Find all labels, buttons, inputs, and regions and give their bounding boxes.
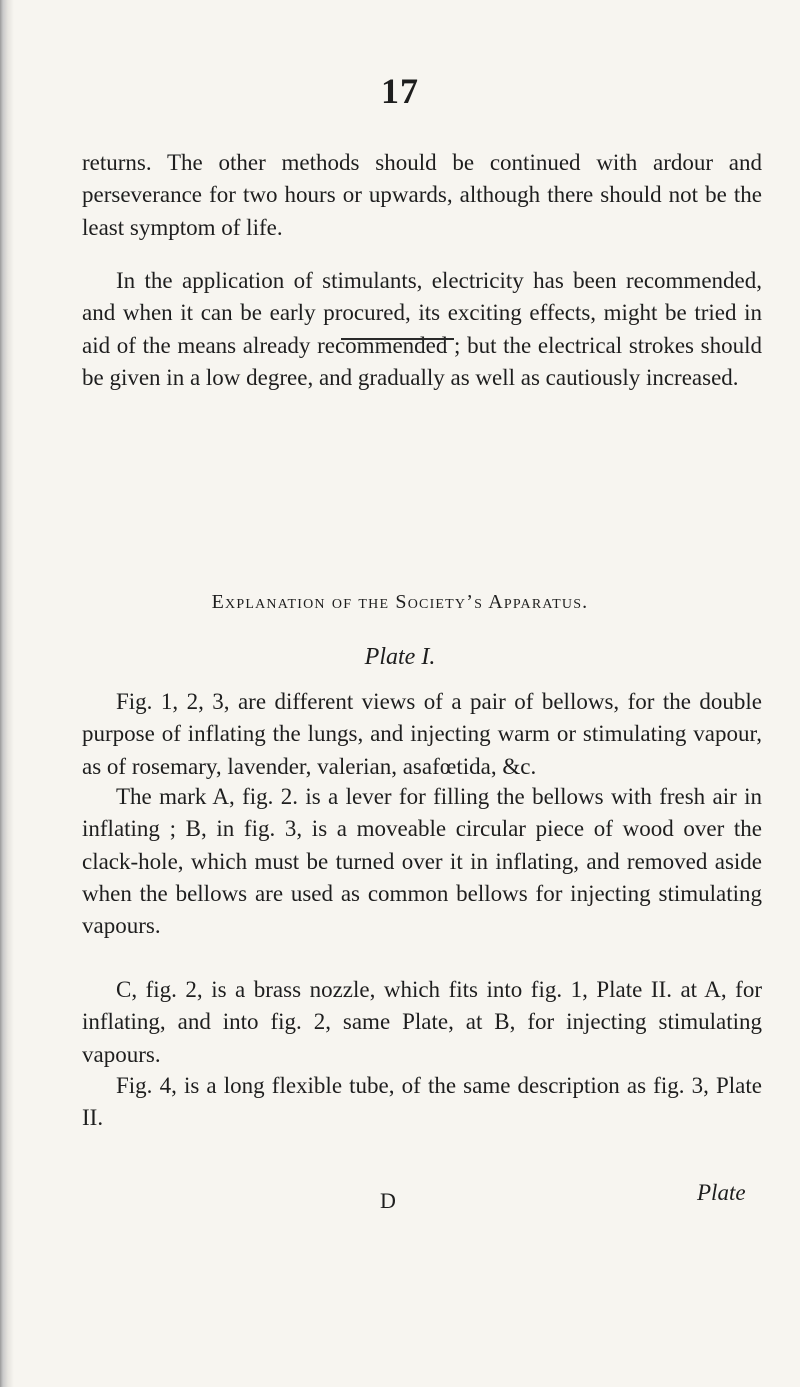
- paragraph-tube: [82, 1070, 762, 1135]
- paragraph-bellows-views: [82, 686, 762, 783]
- page-binding-edge: [0, 0, 14, 1387]
- paragraph-returns: [82, 147, 762, 244]
- plate-heading: Plate I.: [364, 644, 436, 670]
- paragraph-stimulants: [82, 265, 762, 394]
- page-number: 17: [381, 71, 419, 111]
- paragraph-nozzle: [82, 974, 762, 1071]
- paragraph-lever: [82, 781, 762, 942]
- section-divider: [341, 338, 454, 340]
- paragraph-text: The mark A, fig. 2. is a lever for filling the bellows with fresh air in inflating ; B, in fig. 3, is a moveable circular piece of wood over the clack-hole, which must be turned over it in inflating, and removed aside when the bellows are used as common bellows for injecting stimulating vapours.: [82, 784, 762, 939]
- signature-mark: D: [380, 1188, 396, 1213]
- paragraph-text: returns. The other methods should be continued with ardour and perseverance for two hours or upwards, although there should not be the least symptom of life.: [82, 150, 762, 240]
- paragraph-text: In the application of stimulants, electricity has been recommended, and when it can be early procured, its exciting effects, might be tried in aid of the means already recommended ; but the electrical strokes should be given in a low degree, and gradually as well as cautiously increased.: [82, 268, 762, 390]
- paragraph-text: C, fig. 2, is a brass nozzle, which fits into fig. 1, Plate II. at A, for inflating, and into fig. 2, same Plate, at B, for injecting stimulating vapours.: [82, 977, 762, 1067]
- section-heading: Explanation of the Society’s Apparatus.: [211, 591, 589, 613]
- paragraph-text: Fig. 4, is a long flexible tube, of the same description as fig. 3, Plate II.: [82, 1073, 762, 1131]
- catchword: Plate: [697, 1180, 746, 1205]
- paragraph-text: Fig. 1, 2, 3, are different views of a pair of bellows, for the double purpose of inflating the lungs, and injecting warm or stimulating vapour, as of rosemary, lavender, valerian, asafœtida, &c.: [82, 689, 762, 779]
